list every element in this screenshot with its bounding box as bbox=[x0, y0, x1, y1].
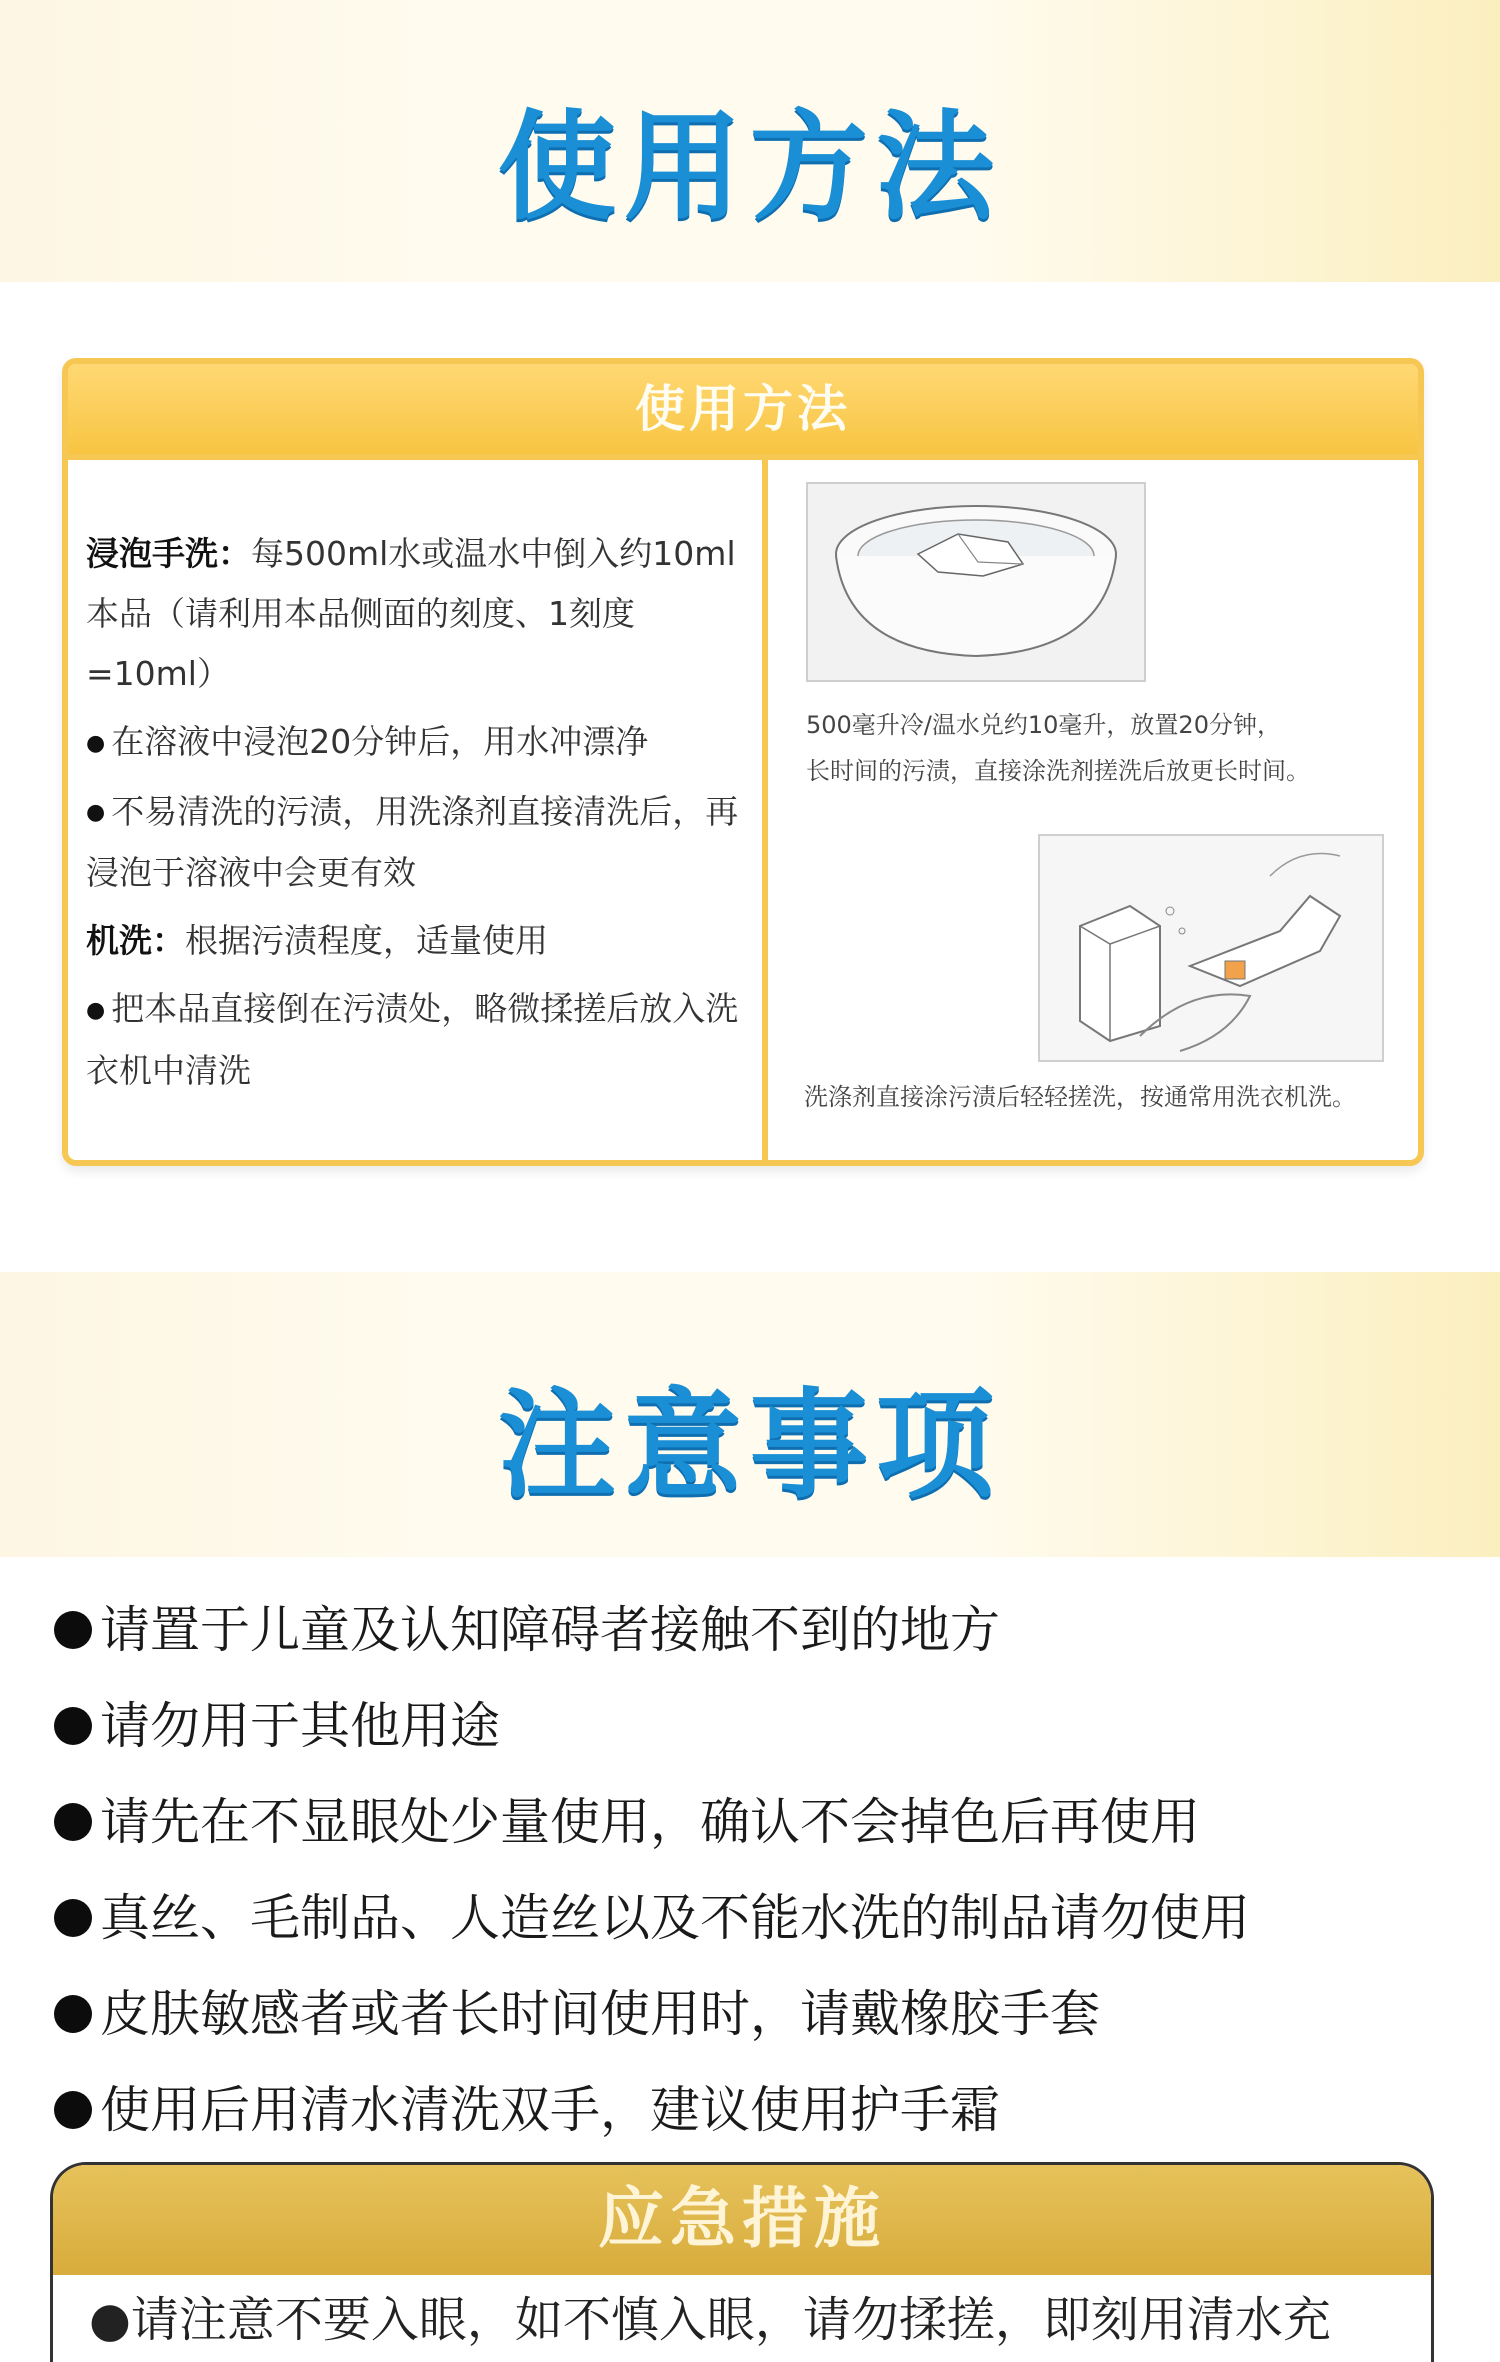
soak-bullet-1 bbox=[86, 712, 756, 774]
machine-bullet bbox=[86, 979, 756, 1101]
note-text: 请先在不显眼处少量使用，确认不会掉色后再使用 bbox=[100, 1793, 1200, 1851]
section-title-notes: 注意事项 bbox=[497, 1375, 1002, 1514]
bullet-icon bbox=[54, 1707, 92, 1745]
caption-soak bbox=[806, 702, 1406, 794]
note-item bbox=[54, 1774, 1474, 1870]
soak-bullet-2 bbox=[86, 782, 756, 904]
soak-bullet-2-text: 不易清洗的污渍，用洗涤剂直接清洗后，再浸泡于溶液中会更有效 bbox=[86, 791, 739, 892]
usage-panel-header: 使用方法 bbox=[68, 364, 1418, 460]
soak-paragraph bbox=[86, 524, 756, 704]
soak-text: 每500ml水或温水中倒入约10ml本品（请利用本品侧面的刻度、1刻度=10ml） bbox=[86, 534, 736, 693]
basin-soak-illustration bbox=[806, 482, 1146, 682]
bullet-icon: ● bbox=[86, 800, 106, 825]
soak-label: 浸泡手洗： bbox=[86, 534, 251, 573]
caption-soak-line-2: 长时间的污渍，直接涂洗剂搓洗后放更长时间。 bbox=[806, 757, 1310, 785]
note-item bbox=[54, 2062, 1474, 2158]
note-text: 真丝、毛制品、人造丝以及不能水洗的制品请勿使用 bbox=[100, 1889, 1250, 1947]
note-text: 请勿用于其他用途 bbox=[100, 1697, 500, 1755]
caption-pour: 洗涤剂直接涂污渍后轻轻搓洗，按通常用洗衣机洗。 bbox=[804, 1083, 1356, 1111]
panel-divider bbox=[762, 460, 768, 1166]
note-text: 皮肤敏感者或者长时间使用时，请戴橡胶手套 bbox=[100, 1985, 1100, 2043]
caption-soak-line-1: 500毫升冷/温水兑约10毫升，放置20分钟， bbox=[806, 711, 1281, 739]
emergency-text: ●请注意不要入眼，如不慎入眼，请勿揉搓，即刻用清水充 bbox=[89, 2292, 1331, 2348]
note-item bbox=[54, 1966, 1474, 2062]
machine-text: 根据污渍程度，适量使用 bbox=[185, 921, 548, 960]
notes-list bbox=[54, 1582, 1474, 2158]
note-item bbox=[54, 1582, 1474, 1678]
emergency-header: 应急措施 bbox=[53, 2165, 1431, 2275]
note-item bbox=[54, 1678, 1474, 1774]
usage-panel bbox=[62, 358, 1424, 1166]
bullet-icon bbox=[54, 1803, 92, 1841]
bullet-icon bbox=[54, 2091, 92, 2129]
soak-bullet-1-text: 在溶液中浸泡20分钟后，用水冲漂净 bbox=[111, 722, 649, 761]
emergency-panel bbox=[50, 2162, 1434, 2362]
bullet-icon: ● bbox=[86, 997, 106, 1023]
machine-bullet-text: 把本品直接倒在污渍处，略微揉搓后放入洗衣机中清洗 bbox=[86, 989, 739, 1090]
bullet-icon: ● bbox=[86, 730, 106, 756]
bullet-icon bbox=[54, 1899, 92, 1937]
note-text: 使用后用清水清洗双手，建议使用护手霜 bbox=[100, 2081, 1000, 2139]
bullet-icon bbox=[54, 1995, 92, 2033]
pour-detergent-illustration bbox=[1038, 834, 1384, 1062]
machine-label: 机洗： bbox=[86, 921, 185, 960]
bullet-icon bbox=[54, 1611, 92, 1649]
usage-instructions bbox=[86, 524, 756, 1109]
note-item bbox=[54, 1870, 1474, 1966]
section-title-usage: 使用方法 bbox=[497, 97, 1002, 236]
machine-paragraph bbox=[86, 911, 756, 971]
note-text: 请置于儿童及认知障碍者接触不到的地方 bbox=[100, 1601, 1000, 1659]
